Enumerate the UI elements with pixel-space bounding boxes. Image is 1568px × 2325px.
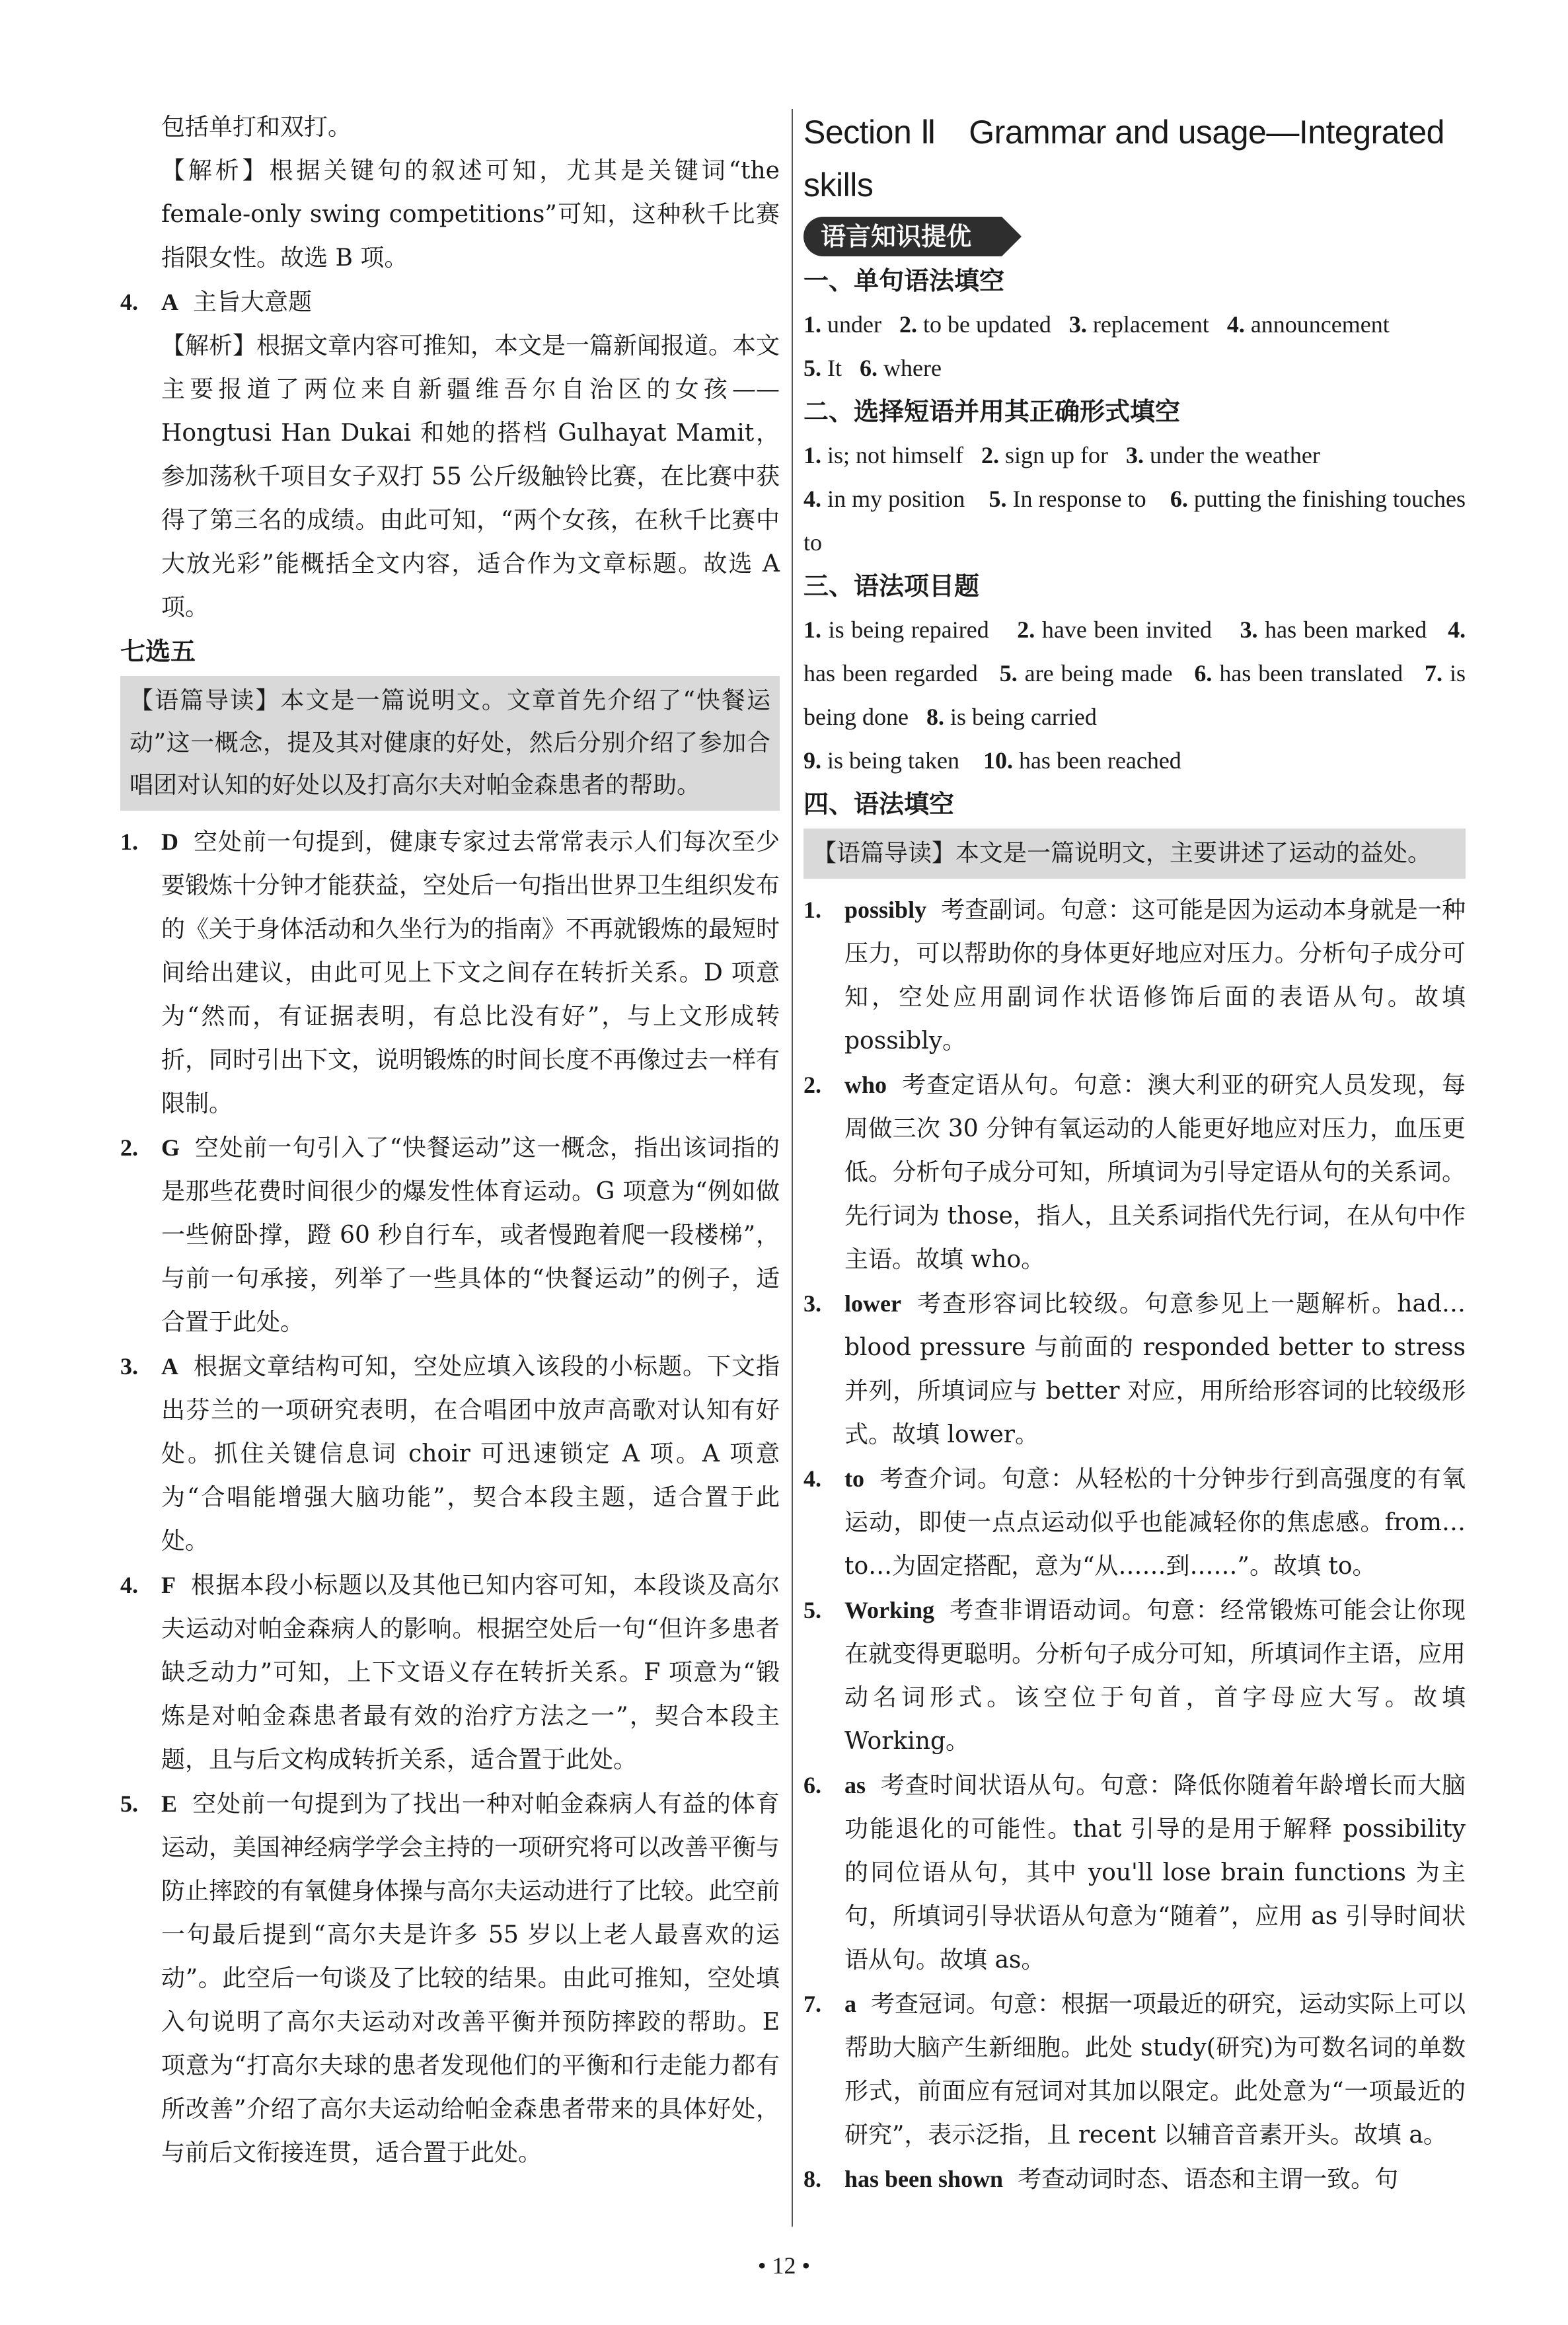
answer-text: has been regarded (803, 660, 978, 686)
answer-number: 2. (1017, 616, 1035, 643)
item-answer: to (844, 1465, 864, 1492)
answer-number: 4. (1226, 311, 1245, 338)
list-item (120, 1345, 780, 1563)
answer-number: 1. (803, 311, 821, 338)
list-item (803, 1063, 1466, 1282)
list-item (120, 820, 780, 1126)
answer-text: under the weather (1150, 442, 1320, 468)
answer-number: 2. (899, 311, 917, 338)
answer-text: In response to (1012, 486, 1146, 512)
answer-text: announcement (1250, 311, 1390, 338)
answer-number: 1. (803, 616, 821, 643)
answer-text: is being done (803, 660, 1466, 730)
item-explanation: 考查定语从句。句意：澳大利亚的研究人员发现，每周做三次 30 分钟有氧运动的人能更好地应对压力，血压更低。分析句子成分可知，所填词为引导定语从句的关系词。先行词为 those，指人，且关系词指代先行词，在从句中作主语。故填 who。 (844, 1072, 1466, 1273)
item-explanation: 考查介词。句意：从轻松的十分钟步行到高强度的有氧运动，即使一点点运动似乎也能减轻你的焦虑感。from… to…为固定搭配，意为“从……到……”。故填 to。 (844, 1465, 1466, 1580)
reading-guide-box: 【语篇导读】本文是一篇说明文，主要讲述了运动的益处。 (803, 829, 1466, 879)
answer-text: under (827, 311, 881, 338)
item-number: 1. (120, 829, 138, 855)
answer-number: 1. (803, 442, 821, 468)
item-answer: lower (844, 1290, 901, 1317)
item-explanation: 根据本段小标题以及其他已知内容可知，本段谈及高尔夫运动对帕金森病人的影响。根据空处后一句“但许多患者缺乏动力”可知，上下文语义存在转折关系。F 项意为“锻炼是对帕金森患者最有效的治疗方法之一”，契合本段主题，且与后文构成转折关系，适合置于此处。 (161, 1572, 780, 1773)
reading-guide-box: 【语篇导读】本文是一篇说明文。文章首先介绍了“快餐运动”这一概念，提及其对健康的好处，然后分别介绍了参加合唱团对认知的好处以及打高尔夫对帕金森患者的帮助。 (120, 676, 780, 811)
right-answer-list (803, 888, 1466, 2201)
item-answer: who (844, 1072, 887, 1098)
answer-number: 6. (860, 355, 877, 381)
item-explanation: 空处前一句提到，健康专家过去常常表示人们每次至少要锻炼十分钟才能获益，空处后一句指出世界卫生组织发布的《关于身体活动和久坐行为的指南》不再就锻炼的最短时间给出建议，由此可见上下文之间存在转折关系。D 项意为“然而，有证据表明，有总比没有好”，与上文形成转折，同时引出下文，说明锻炼的时间长度不再像过去一样有限制。 (161, 829, 780, 1117)
answer-number: 9. (803, 747, 821, 774)
item-number: 3. (803, 1290, 821, 1317)
item-number: 8. (803, 2166, 821, 2192)
list-item (803, 888, 1466, 1063)
answer-number: 3. (1126, 442, 1144, 468)
item-answer: D (161, 829, 178, 855)
list-item (120, 1126, 780, 1345)
answer-number: 8. (926, 704, 944, 730)
item-number: 3. (120, 1353, 138, 1380)
part4-heading: 四、语法填空 (803, 790, 955, 819)
answer-number: 2. (981, 442, 999, 468)
answer-number: 4. (1448, 616, 1466, 643)
item-number: 5. (120, 1790, 138, 1817)
item-explanation: 考查动词时态、语态和主谓一致。句 (1018, 2166, 1399, 2193)
q4-number: 4. (120, 289, 138, 315)
answer-text: is being carried (950, 704, 1097, 730)
item-explanation: 考查副词。句意：这可能是因为运动本身就是一种压力，可以帮助你的身体更好地应对压力。分析句子成分可知，空处应用副词作状语修饰后面的表语从句。故填 possibly。 (844, 897, 1466, 1054)
item-explanation: 根据文章结构可知，空处应填入该段的小标题。下文指出芬兰的一项研究表明，在合唱团中放声高歌对认知有好处。抓住关键信息词 choir 可迅速锁定 A 项。A 项意为“合唱能增强大脑功能”，契合本段主题，适合置于此处。 (161, 1353, 780, 1555)
part1-heading: 一、单句语法填空 (803, 266, 1005, 295)
answer-text: is being repaired (828, 616, 989, 643)
item-answer: E (161, 1790, 178, 1817)
answer-number: 4. (803, 486, 821, 512)
item-answer: as (844, 1772, 866, 1798)
item-number: 4. (120, 1572, 138, 1598)
answer-number: 6. (1194, 660, 1213, 686)
answer-number: 7. (1425, 660, 1443, 686)
answer-text: has been reached (1018, 747, 1181, 774)
item-number: 7. (803, 1991, 821, 2017)
part2-heading: 二、选择短语并用其正确形式填空 (803, 397, 1181, 426)
answer-text: is; not himself (827, 442, 963, 468)
item-answer: F (161, 1572, 176, 1598)
item-number: 1. (803, 897, 821, 923)
answer-number: 6. (1170, 486, 1188, 512)
answer-text: has been marked (1265, 616, 1427, 643)
answer-text: replacement (1092, 311, 1209, 338)
q3-analysis: 【解析】根据关键句的叙述可知，尤其是关键词“the female-only swing competitions”可知，这种秋千比赛指限女性。故选 B 项。 (161, 157, 780, 272)
answer-text: to be updated (922, 311, 1051, 338)
left-column (120, 106, 780, 2175)
answer-number: 3. (1240, 616, 1258, 643)
left-answer-list (120, 820, 780, 2175)
list-item (803, 1982, 1466, 2157)
item-number: 5. (803, 1597, 821, 1623)
list-item (120, 1563, 780, 1782)
answer-text: in my position (827, 486, 965, 512)
list-item (803, 1763, 1466, 1982)
item-answer: A (161, 1353, 178, 1380)
answer-text: It (827, 355, 842, 381)
item-number: 4. (803, 1465, 821, 1492)
part2-answers (803, 433, 1466, 564)
q4-type: 主旨大意题 (193, 289, 313, 316)
section-title: Section Ⅱ Grammar and usage—Integrated skills (803, 114, 1444, 203)
part3-heading: 三、语法项目题 (803, 572, 980, 601)
item-answer: possibly (844, 897, 927, 923)
list-item (803, 2157, 1466, 2201)
answer-text: have been invited (1041, 616, 1212, 643)
answer-text: sign up for (1005, 442, 1108, 468)
item-explanation: 考查时间状语从句。句意：降低你随着年龄增长而大脑功能退化的可能性。that 引导的是用于解释 possibility 的同位语从句，其中 you'll lose brain functions 为主句，所填词引导状语从句意为“随着”，应用 as 引导时间状语从句。故填 as。 (844, 1772, 1466, 1974)
item-answer: G (161, 1134, 180, 1161)
item-answer: Working (844, 1597, 935, 1623)
item-explanation: 考查冠词。句意：根据一项最近的研究，运动实际上可以帮助大脑产生新细胞。此处 study(研究)为可数名词的单数形式，前面应有冠词对其加以限定。此处意为“一项最近的研究”，表示泛指，且 recent 以辅音音素开头。故填 a。 (844, 1991, 1466, 2149)
answer-text: are being made (1024, 660, 1173, 686)
answer-number: 10. (983, 747, 1013, 774)
item-answer: a (844, 1991, 856, 2017)
item-number: 2. (120, 1134, 138, 1161)
list-item (803, 1588, 1466, 1763)
answer-text: putting the finishing touches to (803, 486, 1466, 556)
item-explanation: 考查形容词比较级。句意参见上一题解析。had… blood pressure 与前面的 responded better to stress 并列，所填词应与 better 对应，用所给形容词的比较级形式。故填 lower。 (844, 1290, 1466, 1448)
answer-number: 5. (999, 660, 1018, 686)
answer-number: 3. (1068, 311, 1087, 338)
section-tag-badge: 语言知识提优 (803, 217, 1002, 256)
section-heading-7-choose-5: 七选五 (120, 637, 196, 666)
list-item (120, 1782, 780, 2175)
page-number: • 12 • (757, 2252, 811, 2279)
answer-text: where (883, 355, 942, 381)
right-column (803, 106, 1466, 2201)
answer-text: has been translated (1219, 660, 1403, 686)
list-item (803, 1282, 1466, 1457)
item-answer: has been shown (844, 2166, 1004, 2192)
column-divider (792, 109, 793, 2227)
item-number: 6. (803, 1772, 821, 1798)
answer-number: 5. (803, 355, 821, 381)
item-number: 2. (803, 1072, 821, 1098)
item-explanation: 考查非谓语动词。句意：经常锻炼可能会让你现在就变得更聪明。分析句子成分可知，所填词作主语，应用动名词形式。该空位于句首，首字母应大写。故填 Working。 (844, 1597, 1466, 1755)
q4-answer: A (161, 289, 178, 315)
part3-answers (803, 608, 1466, 782)
item-explanation: 空处前一句提到为了找出一种对帕金森病人有益的体育运动，美国神经病学学会主持的一项研究将可以改善平衡与防止摔跤的有氧健身体操与高尔夫运动进行了比较。此空前一句最后提到“高尔夫是许多 55 岁以上老人最喜欢的运动”。此空后一句谈及了比较的结果。由此可推知，空处填入句说明了高尔夫运动对改善平衡并预防摔跤的帮助。E 项意为“打高尔夫球的患者发现他们的平衡和行走能力都有所改善”介绍了高尔夫运动给帕金森患者带来的具体好处，与前后文衔接连贯，适合置于此处。 (161, 1790, 780, 2166)
answer-number: 5. (989, 486, 1007, 512)
intro-line: 包括单打和双打。 (161, 114, 352, 141)
q4-item (120, 280, 780, 324)
q4-analysis: 【解析】根据文章内容可推知，本文是一篇新闻报道。本文主要报道了两位来自新疆维吾尔自治区的女孩——Hongtusi Han Dukai 和她的搭档 Gulhayat Mamit，参加荡秋千项目女子双打 55 公斤级触铃比赛，在比赛中获得了第三名的成绩。由此可知，“两个女孩，在秋千比赛中大放光彩”能概括全文内容，适合作为文章标题。故选 A 项。 (161, 332, 780, 621)
list-item (803, 1457, 1466, 1588)
part1-answers-line2 (803, 346, 1466, 390)
answer-text: is being taken (827, 747, 959, 774)
item-explanation: 空处前一句引入了“快餐运动”这一概念，指出该词指的是那些花费时间很少的爆发性体育运动。G 项意为“例如做一些俯卧撑，蹬 60 秒自行车，或者慢跑着爬一段楼梯”，与前一句承接，列举了一些具体的“快餐运动”的例子，适合置于此处。 (161, 1134, 780, 1336)
part1-answers-line1 (803, 303, 1466, 346)
